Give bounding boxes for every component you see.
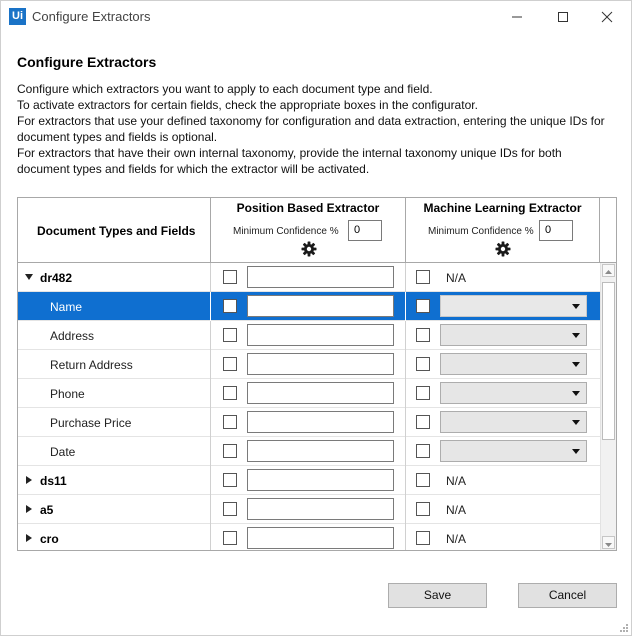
- machine-learning-cell: [406, 466, 600, 495]
- maximize-icon: [557, 11, 569, 23]
- field-cell: [18, 408, 211, 437]
- doc-type-label: a5: [40, 503, 54, 517]
- doc-type-label: ds11: [40, 474, 67, 488]
- machine-learning-field-dropdown[interactable]: [440, 295, 587, 317]
- scroll-up-icon: [603, 267, 614, 278]
- machine-learning-extractor-header: [406, 198, 600, 262]
- expand-right-icon[interactable]: [24, 533, 34, 543]
- position-based-cell: [211, 379, 406, 408]
- min-confidence-label: Minimum Confidence %: [233, 226, 339, 237]
- min-confidence-input[interactable]: 0: [348, 220, 382, 241]
- field-label: Address: [50, 329, 95, 343]
- scroll-down-icon: [603, 539, 614, 550]
- field-row-name[interactable]: [18, 292, 600, 321]
- minimize-icon: [511, 11, 523, 23]
- position-based-id-input[interactable]: [247, 411, 394, 433]
- doc-type-cell: [18, 524, 211, 551]
- extractor-title: Position Based Extractor: [236, 201, 380, 215]
- field-cell: [18, 321, 211, 350]
- machine-learning-cell: [406, 495, 600, 524]
- machine-learning-field-dropdown[interactable]: [440, 382, 587, 404]
- description-line: To activate extractors for certain fields, check the appropriate boxes in the configurator.: [17, 98, 478, 112]
- chevron-down-icon: [572, 391, 580, 397]
- machine-learning-cell: [406, 263, 600, 292]
- doc-types-header-label: Document Types and Fields: [37, 224, 196, 238]
- field-row-return-address[interactable]: [18, 350, 600, 379]
- field-label: Date: [50, 445, 76, 459]
- field-row-date[interactable]: [18, 437, 600, 466]
- position-based-checkbox[interactable]: [223, 270, 237, 284]
- grid-header: [18, 198, 616, 263]
- scrollbar-thumb[interactable]: [602, 282, 615, 440]
- not-applicable-label: N/A: [446, 532, 467, 546]
- chevron-down-icon: [572, 333, 580, 339]
- position-based-cell: [211, 321, 406, 350]
- chevron-down-icon: [572, 304, 580, 310]
- position-based-checkbox[interactable]: [223, 299, 237, 313]
- field-label: Phone: [50, 387, 85, 401]
- machine-learning-field-dropdown[interactable]: [440, 324, 587, 346]
- minimize-button[interactable]: [495, 1, 539, 32]
- scroll-down-button[interactable]: [602, 536, 615, 549]
- position-based-extractor-header: [211, 198, 406, 262]
- chevron-down-icon: [572, 449, 580, 455]
- title-bar[interactable]: [1, 1, 631, 32]
- position-based-checkbox[interactable]: [223, 386, 237, 400]
- position-based-checkbox[interactable]: [223, 357, 237, 371]
- machine-learning-checkbox[interactable]: [416, 299, 430, 313]
- position-based-id-input[interactable]: [247, 469, 394, 491]
- description-line: Configure which extractors you want to apply to each document type and field.: [17, 82, 433, 96]
- position-based-cell: [211, 408, 406, 437]
- gear-icon[interactable]: [301, 241, 317, 257]
- position-based-cell: [211, 524, 406, 551]
- field-label: Purchase Price: [50, 416, 132, 430]
- machine-learning-checkbox[interactable]: [416, 531, 430, 545]
- field-cell: [18, 350, 211, 379]
- not-applicable-label: N/A: [446, 271, 467, 285]
- description: [17, 81, 617, 177]
- position-based-id-input[interactable]: [247, 498, 394, 520]
- description-line: For extractors that have their own internal taxonomy, provide the internal taxonomy unique IDs for both document types and fields for which the extractor will be activated.: [17, 146, 562, 176]
- cancel-button[interactable]: Cancel: [518, 583, 617, 608]
- position-based-id-input[interactable]: [247, 353, 394, 375]
- machine-learning-cell: [406, 437, 600, 466]
- position-based-checkbox[interactable]: [223, 328, 237, 342]
- gear-icon[interactable]: [495, 241, 511, 257]
- resize-grip-icon[interactable]: [619, 623, 629, 633]
- doc-type-cell: [18, 263, 211, 292]
- doc-types-header: [18, 198, 211, 262]
- machine-learning-cell: [406, 524, 600, 551]
- machine-learning-checkbox[interactable]: [416, 502, 430, 516]
- position-based-id-input[interactable]: [247, 527, 394, 549]
- field-cell: [18, 379, 211, 408]
- machine-learning-field-dropdown[interactable]: [440, 353, 587, 375]
- position-based-cell: [211, 495, 406, 524]
- position-based-checkbox[interactable]: [223, 531, 237, 545]
- position-based-id-input[interactable]: [247, 382, 394, 404]
- chevron-down-icon: [572, 420, 580, 426]
- position-based-cell: [211, 292, 406, 321]
- doc-type-row-ds11[interactable]: [18, 466, 600, 495]
- machine-learning-checkbox[interactable]: [416, 270, 430, 284]
- machine-learning-checkbox[interactable]: [416, 328, 430, 342]
- doc-type-row-a5[interactable]: [18, 495, 600, 524]
- field-row-phone[interactable]: [18, 379, 600, 408]
- not-applicable-label: N/A: [446, 503, 467, 517]
- min-confidence-label: Minimum Confidence %: [428, 226, 534, 237]
- expand-down-icon[interactable]: [24, 272, 34, 282]
- position-based-id-input[interactable]: [247, 324, 394, 346]
- doc-type-row-dr482[interactable]: [18, 263, 600, 292]
- window-title: Configure Extractors: [32, 9, 151, 24]
- machine-learning-checkbox[interactable]: [416, 386, 430, 400]
- position-based-cell: [211, 350, 406, 379]
- doc-type-label: dr482: [40, 271, 73, 285]
- position-based-checkbox[interactable]: [223, 415, 237, 429]
- machine-learning-field-dropdown[interactable]: [440, 440, 587, 462]
- field-label: Name: [50, 300, 83, 314]
- position-based-checkbox[interactable]: [223, 502, 237, 516]
- close-button[interactable]: [585, 1, 629, 32]
- field-label: Return Address: [50, 358, 133, 372]
- doc-type-cell: [18, 466, 211, 495]
- field-cell: [18, 437, 211, 466]
- machine-learning-cell: [406, 379, 600, 408]
- save-button[interactable]: Save: [388, 583, 487, 608]
- machine-learning-checkbox[interactable]: [416, 444, 430, 458]
- position-based-cell: [211, 263, 406, 292]
- doc-type-cell: [18, 495, 211, 524]
- position-based-cell: [211, 466, 406, 495]
- machine-learning-cell: [406, 408, 600, 437]
- field-cell: [18, 292, 211, 321]
- position-based-id-input[interactable]: [247, 295, 394, 317]
- page-title: Configure Extractors: [17, 54, 157, 70]
- description-line: For extractors that use your defined taxonomy for configuration and data extraction, entering the unique IDs for document types and fields is optional.: [17, 114, 605, 144]
- position-based-checkbox[interactable]: [223, 444, 237, 458]
- min-confidence-input[interactable]: 0: [539, 220, 573, 241]
- machine-learning-field-dropdown[interactable]: [440, 411, 587, 433]
- app-logo-icon: Ui: [9, 8, 26, 25]
- expand-right-icon[interactable]: [24, 475, 34, 485]
- position-based-id-input[interactable]: [247, 440, 394, 462]
- position-based-cell: [211, 437, 406, 466]
- scroll-up-button[interactable]: [602, 264, 615, 277]
- vertical-scrollbar[interactable]: [600, 263, 616, 550]
- expand-right-icon[interactable]: [24, 504, 34, 514]
- machine-learning-cell: [406, 292, 600, 321]
- machine-learning-cell: [406, 321, 600, 350]
- doc-type-label: cro: [40, 532, 59, 546]
- field-row-purchase-price[interactable]: [18, 408, 600, 437]
- extractor-configurator-grid: [17, 197, 617, 551]
- machine-learning-checkbox[interactable]: [416, 357, 430, 371]
- field-row-address[interactable]: [18, 321, 600, 350]
- chevron-down-icon: [572, 362, 580, 368]
- close-icon: [601, 11, 613, 23]
- position-based-checkbox[interactable]: [223, 473, 237, 487]
- not-applicable-label: N/A: [446, 474, 467, 488]
- machine-learning-checkbox[interactable]: [416, 473, 430, 487]
- doc-type-row-cro[interactable]: [18, 524, 600, 551]
- machine-learning-cell: [406, 350, 600, 379]
- maximize-button[interactable]: [541, 1, 585, 32]
- machine-learning-checkbox[interactable]: [416, 415, 430, 429]
- position-based-id-input[interactable]: [247, 266, 394, 288]
- extractor-title: Machine Learning Extractor: [423, 201, 582, 215]
